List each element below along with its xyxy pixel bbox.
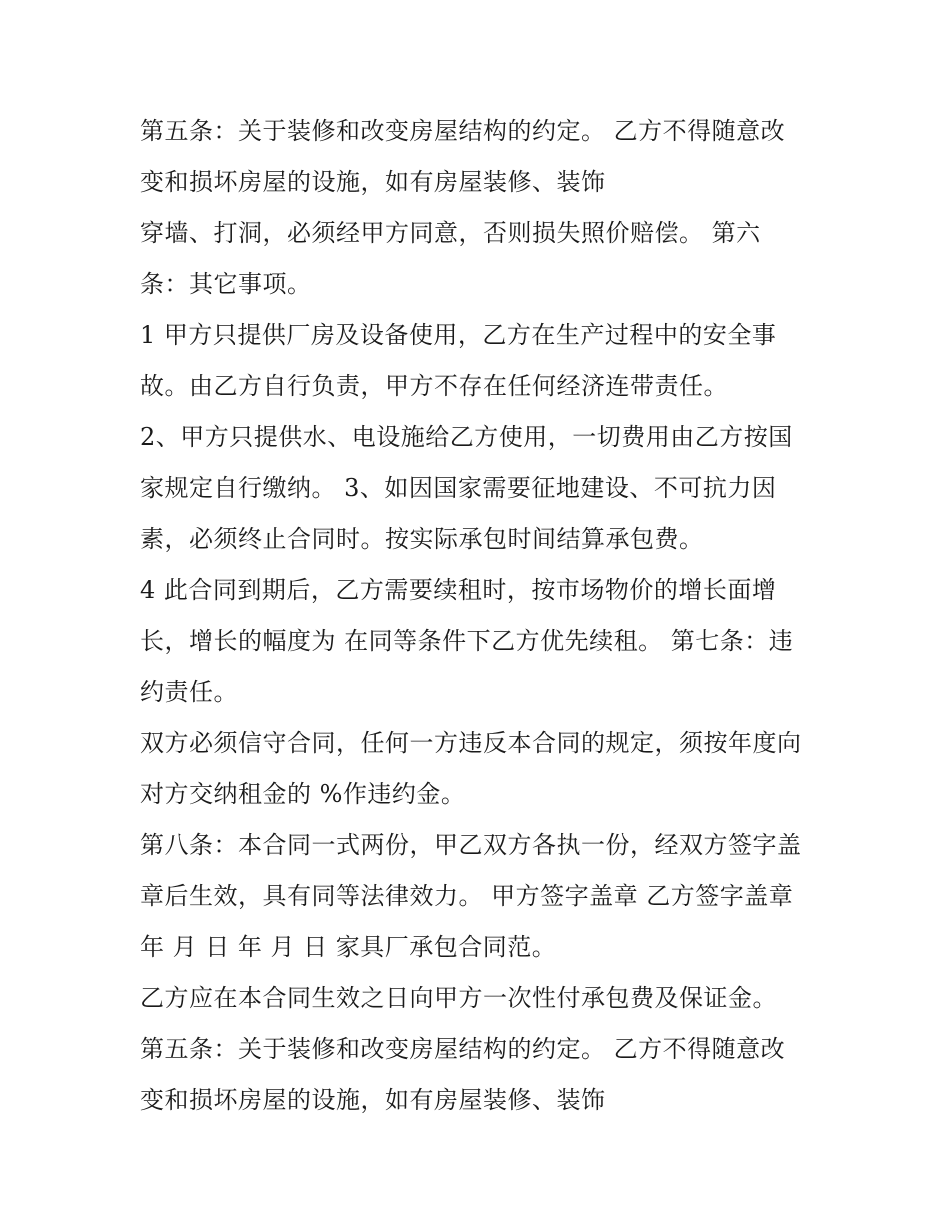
text-line: 4 此合同到期后，乙方需要续租时，按市场物价的增长面增 [140,576,777,604]
text-line: 约责任。 [140,678,238,706]
text-line: 双方必须信守合同，任何一方违反本合同的规定，须按年度向 [140,729,802,757]
text-line: 年 月 日 年 月 日 家具厂承包合同范。 [140,933,557,961]
text-line: 1 甲方只提供厂房及设备使用，乙方在生产过程中的安全事 [140,321,777,349]
text-line: 对方交纳租金的 %作违约金。 [140,780,466,808]
text-line: 变和损坏房屋的设施，如有房屋装修、装饰 [140,168,606,196]
text-line: 章后生效，具有同等法律效力。 甲方签字盖章 乙方签字盖章 [140,882,794,910]
text-line: 变和损坏房屋的设施，如有房屋装修、装饰 [140,1086,606,1114]
text-line: 乙方应在本合同生效之日向甲方一次性付承包费及保证金。 [140,984,777,1012]
text-line: 第五条：关于装修和改变房屋结构的约定。 乙方不得随意改 [140,117,786,145]
contract-text [140,106,830,1126]
text-line: 第八条：本合同一式两份，甲乙双方各执一份，经双方签字盖 [140,831,802,859]
text-line: 素，必须终止合同时。按实际承包时间结算承包费。 [140,525,704,553]
text-line: 穿墙、打洞，必须经甲方同意，否则损失照价赔偿。 第六 [140,219,761,247]
text-line: 长，增长的幅度为 在同等条件下乙方优先续租。 第七条：违 [140,627,794,655]
text-line: 家规定自行缴纳。 3、如因国家需要征地建设、不可抗力因 [140,474,777,502]
text-line: 故。由乙方自行负责，甲方不存在任何经济连带责任。 [140,372,728,400]
text-line: 2、甲方只提供水、电设施给乙方使用，一切费用由乙方按国 [140,423,793,451]
text-line: 第五条：关于装修和改变房屋结构的约定。 乙方不得随意改 [140,1035,786,1063]
text-line: 条：其它事项。 [140,270,312,298]
